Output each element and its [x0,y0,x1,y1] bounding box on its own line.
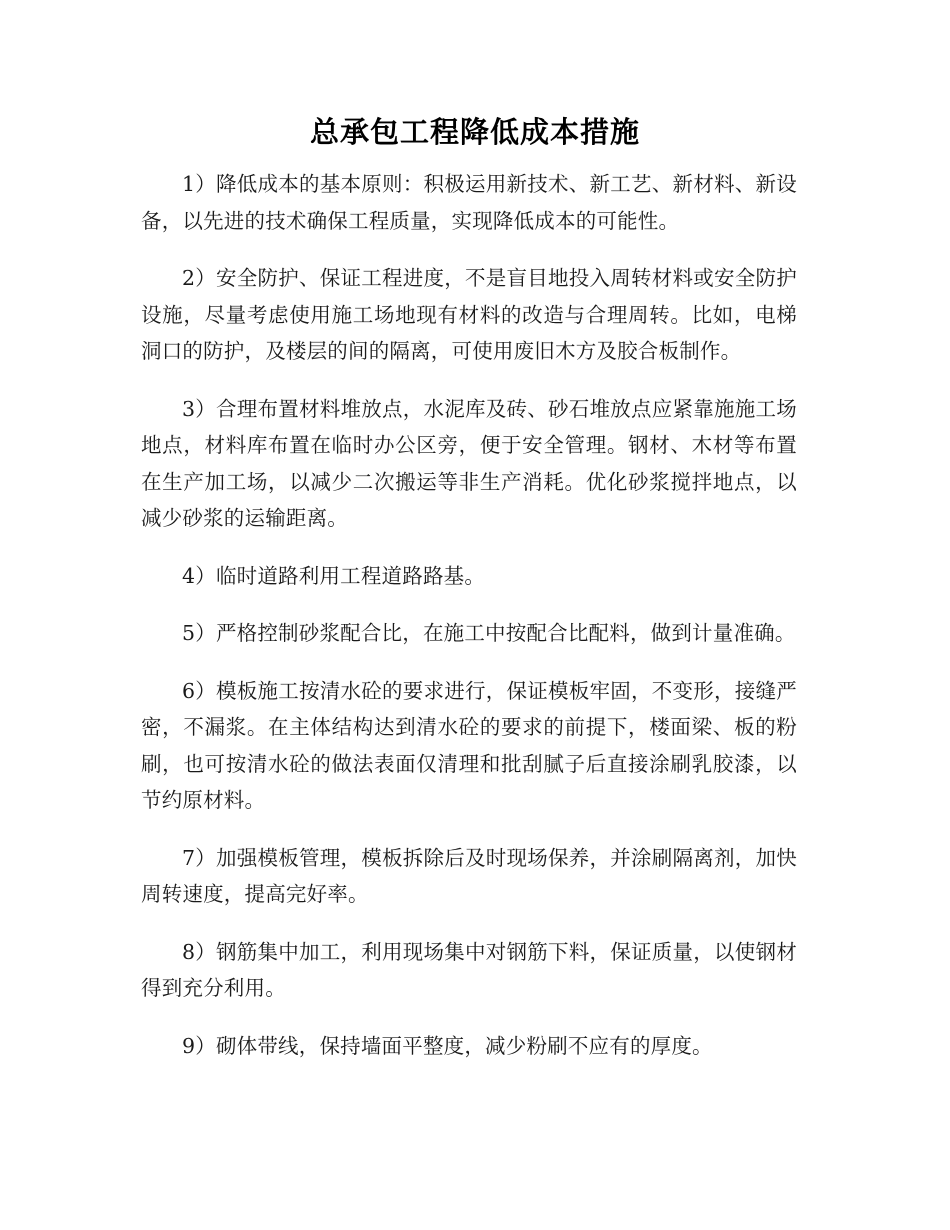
paragraph-4: 4）临时道路利用工程道路路基。 [182,563,486,588]
document-body [141,166,797,1085]
paragraph-8: 8）钢筋集中加工，利用现场集中对钢筋下料，保证质量，以使钢材得到充分利用。 [141,939,797,1000]
paragraph-6: 6）模板施工按清水砼的要求进行，保证模板牢固，不变形，接缝严密，不漏浆。在主体结构达到清水砼的要求的前提下，楼面梁、板的粉刷，也可按清水砼的做法表面仅清理和批刮腻子后直接涂刷乳胶漆，以节约原材料。 [141,678,797,812]
paragraph-7: 7）加强模板管理，模板拆除后及时现场保养，并涂刷隔离剂，加快周转速度，提高完好率。 [141,845,797,906]
paragraph-3: 3）合理布置材料堆放点，水泥库及砖、砂石堆放点应紧靠施施工场地点，材料库布置在临时办公区旁，便于安全管理。钢材、木材等布置在生产加工场，以减少二次搬运等非生产消耗。优化砂浆搅拌地点，以减少砂浆的运输距离。 [141,396,797,530]
paragraph-2: 2）安全防护、保证工程进度，不是盲目地投入周转材料或安全防护设施，尽量考虑使用施工场地现有材料的改造与合理周转。比如，电梯洞口的防护，及楼层的间的隔离，可使用废旧木方及胶合板制作。 [141,266,797,363]
paragraph-9: 9）砌体带线，保持墙面平整度，减少粉刷不应有的厚度。 [182,1033,713,1058]
paragraph-5: 5）严格控制砂浆配合比，在施工中按配合比配料，做到计量准确。 [182,621,796,645]
paragraph-1: 1）降低成本的基本原则：积极运用新技术、新工艺、新材料、新设备，以先进的技术确保工程质量，实现降低成本的可能性。 [141,172,797,233]
document-title: 总承包工程降低成本措施 [309,115,640,149]
